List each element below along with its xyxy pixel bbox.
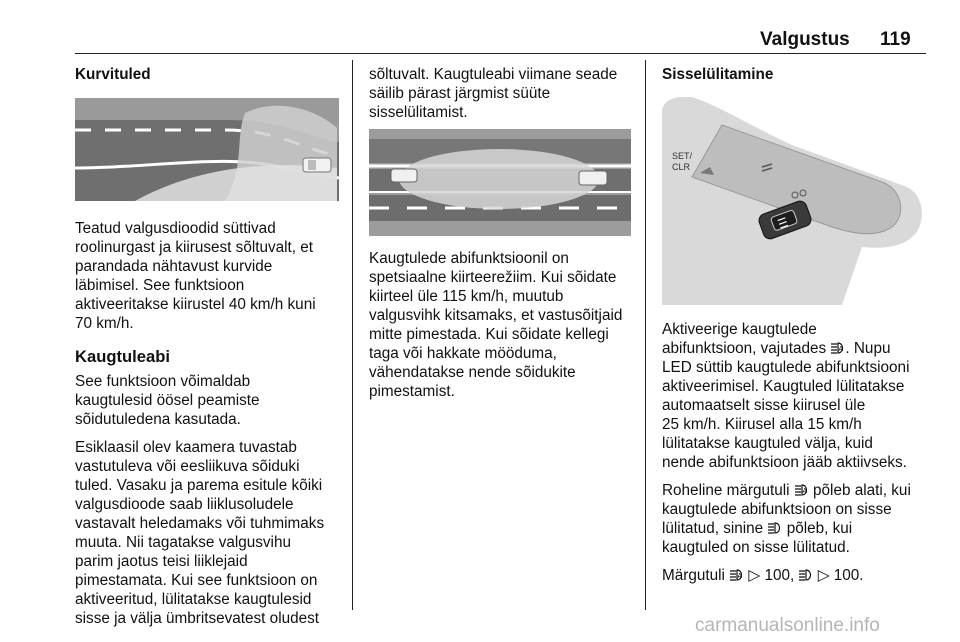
column-1-text xyxy=(75,219,350,628)
paragraph-activate: Aktiveerige kaugtulede abifunktsioon, vajutades A . Nupu LED süttib kaugtulede abifunktsiooni aktiveerimisel. Kaugtuled lülitatakse automaatselt sisse kiirusel üle 25 km/h. Kiirusel alla 15 km/h lülitatakse kaugtuled välja, kuid nende abifunktsioon jääb aktiivseks. xyxy=(662,321,910,471)
section-title-kurvituled: Kurvituled xyxy=(75,66,151,83)
high-beam-assist-icon xyxy=(830,342,845,354)
high-beam-icon-ref xyxy=(798,569,813,581)
column-divider-2 xyxy=(645,60,646,610)
column-2-text-bottom xyxy=(369,249,639,401)
page-ref-arrow-icon: ▷ xyxy=(817,567,830,584)
column-3-text xyxy=(662,320,930,585)
column-divider-1 xyxy=(352,60,353,610)
figure-curve-light xyxy=(75,98,339,201)
paragraph-continued: sõltuvalt. Kaugtuleabi viimane seade säilib pärast järgmist süüte sisselülitamist. xyxy=(369,66,618,121)
paragraph-camera: Esiklaasil olev kaamera tuvastab vastutuleva või eesliikuva sõiduki tuled. Vasaku ja parema esitule kõiki valgusdioode saab liiklusoludele vastavalt heledamaks või tuhmimaks muuta. Nii tagatakse valgusvihu parim jaotus teisi liiklejaid pimestamata. Kui see funktsioon on aktiveeritud, lülitatakse kaugtulesid sisse ja välja ümbritsevatest oludest xyxy=(75,439,325,627)
svg-text:A: A xyxy=(802,488,807,495)
high-beam-assist-indicator-icon xyxy=(794,484,809,496)
header-rule xyxy=(75,53,926,54)
high-beam-assist-icon-ref xyxy=(729,569,744,581)
running-header-title: Valgustus xyxy=(760,29,850,50)
page-ref-link[interactable]: 100, xyxy=(764,567,795,584)
column-3-heading xyxy=(662,65,927,84)
column-1 xyxy=(75,65,345,84)
watermark: carmanualsonline.info xyxy=(695,615,880,636)
section-title-sisselulitamine: Sisselülitamine xyxy=(662,66,774,83)
paragraph-curve-light: Teatud valgusdioodid süttivad roolinurgast ja kiirusest sõltuvalt, et parandada nähtavust kurvide läbimisel. See funktsioon aktiveeritakse kiirustel 40 km/h kuni 70 km/h. xyxy=(75,220,316,332)
svg-text:A: A xyxy=(737,573,743,580)
svg-text:A: A xyxy=(838,346,844,353)
figure-light-switch-stalk xyxy=(662,97,925,305)
paragraph-high-beam-assist: See funktsioon võimaldab kaugtulesid öösel peamiste sõidutuledena kasutada. xyxy=(75,373,260,428)
stalk-label-clr: CLR xyxy=(672,162,691,172)
stalk-label-set: SET/ xyxy=(672,151,693,161)
paragraph-indicator-ref: Märgutuli A ▷ 100, ▷ 100. xyxy=(662,567,864,584)
page-number: 119 xyxy=(880,29,911,50)
high-beam-icon xyxy=(767,522,782,534)
figure-motorway-mode xyxy=(369,129,631,236)
paragraph-motorway: Kaugtulede abifunktsioonil on spetsiaalne kiirteerežiim. Kui sõidate kiirteel üle 115 km/h, muutub valgusvihk kitsamaks, et vastusõitjaid mitte pimestada. Kui sõidate kellegi taga või hakkate mööduma, vähendatakse nende sõidukite pimestamist. xyxy=(369,250,623,400)
paragraph-indicator: Roheline märgutuli A põleb alati, kui kaugtulede abifunktsioon on sisse lülitatud, sinine põleb, kui kaugtuled on sisse lülitatud. xyxy=(662,482,911,556)
page-ref-link[interactable]: 100. xyxy=(833,567,864,584)
column-2-text-top xyxy=(369,65,639,122)
section-subtitle-kaugtuleabi: Kaugtuleabi xyxy=(75,347,170,366)
page-ref-arrow-icon: ▷ xyxy=(748,567,761,584)
